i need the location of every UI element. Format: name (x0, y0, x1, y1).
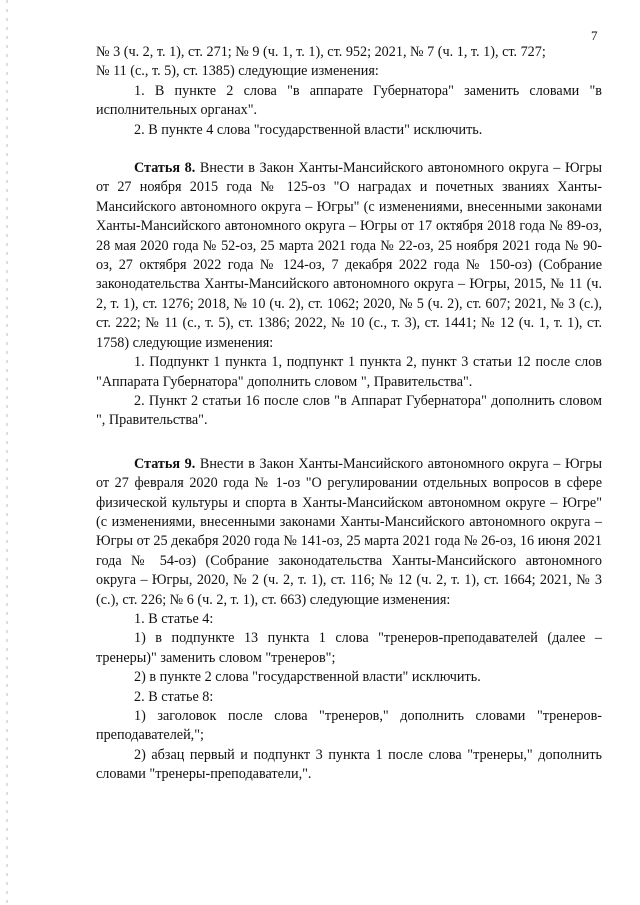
left-scan-edge (6, 0, 8, 905)
article-9-paragraph (96, 455, 602, 610)
article-8-paragraph (96, 159, 602, 353)
article-9-text: Внести в Закон Ханты-Мансийского автономного округа – Югры от 27 февраля 2020 года № 1-оз "О регулировании отдельных вопросов в сфере физической культуры и спорта в Ханты-Мансийском автономном округе – Югре" (с изменениями, внесенными законами Ханты-Мансийского автономного округа – Югры от 25 декабря 2020 года № 141-оз, 25 марта 2021 года № 26-оз, 16 июня 2021 года № 54-оз) (Собрание законодательства Ханты-Мансийского автономного округа – Югры, 2020, № 2 (ч. 2, т. 1), ст. 116; № 12 (ч. 2, т. 1), ст. 1664; 2021, № 3 (с.), ст. 226; № 6 (ч. 2, т. 1), ст. 663) следующие изменения: (96, 455, 602, 608)
intro-item: 1. В пункте 2 слова "в аппарате Губернатора" заменить словами "в исполнительных органах". (96, 82, 602, 119)
intro-line: № 3 (ч. 2, т. 1), ст. 271; № 9 (ч. 1, т. 1), ст. 952; 2021, № 7 (ч. 1, т. 1), ст. 727; (96, 44, 546, 60)
article-9-item: 1) заголовок после слова "тренеров," дополнить словами "тренеров-преподавателей,"; (96, 708, 602, 744)
article-8-item: 1. Подпункт 1 пункта 1, подпункт 1 пункта 2, пункт 3 статьи 12 после слов "Аппарата Губернатора" дополнить словом ", Правительства". (96, 354, 602, 390)
article-8-heading: Статья 8. (134, 160, 196, 177)
intro-item: 2. В пункте 4 слова "государственной власти" исключить. (134, 121, 483, 138)
article-9-item: 1) в подпункте 13 пункта 1 слова "тренеров-преподавателей (далее – тренеры)" заменить словом "тренеров"; (96, 630, 602, 666)
document-body (96, 43, 602, 785)
article-9-item: 2) абзац первый и подпункт 3 пункта 1 после слова "тренеры," дополнить словами "тренеры-преподаватели,". (96, 746, 602, 783)
article-9-item: 2) в пункте 2 слова "государственной власти" исключить. (134, 669, 481, 686)
intro-line: № 11 (с., т. 5), ст. 1385) следующие изменения: (96, 63, 379, 80)
article-9-item: 2. В статье 8: (134, 688, 214, 705)
article-8-item: 2. Пункт 2 статьи 16 после слов "в Аппарат Губернатора" дополнить словом ", Правительства". (96, 392, 602, 429)
article-9-item: 1. В статье 4: (134, 610, 214, 627)
page-number: 7 (591, 28, 598, 43)
article-8-text: Внести в Закон Ханты-Мансийского автономного округа – Югры от 27 ноября 2015 года № 125-оз "О наградах и почетных званиях Ханты-Мансийского автономного округа – Югры" (с изменениями, внесенными законами Ханты-Мансийского автономного округа – Югры от 17 октября 2018 года № 89-оз, 28 мая 2020 года № 52-оз, 25 марта 2021 года № 22-оз, 25 ноября 2021 года № 90-оз, 27 октября 2022 года № 124-оз, 7 декабря 2022 года № 150-оз) (Собрание законодательства Ханты-Мансийского автономного округа – Югры, 2015, № 11 (ч. 2, т. 1), ст. 1276; 2018, № 10 (ч. 2), ст. 1062; 2020, № 5 (ч. 2), ст. 607; 2021, № 3 (с.), ст. 222; № 11 (с., т. 5), ст. 1386; 2022, № 10 (с., т. 3), ст. 1441; № 12 (ч. 1, т. 1), ст. 1758) следующие изменения: (96, 160, 602, 351)
article-9-heading: Статья 9. (134, 455, 196, 472)
